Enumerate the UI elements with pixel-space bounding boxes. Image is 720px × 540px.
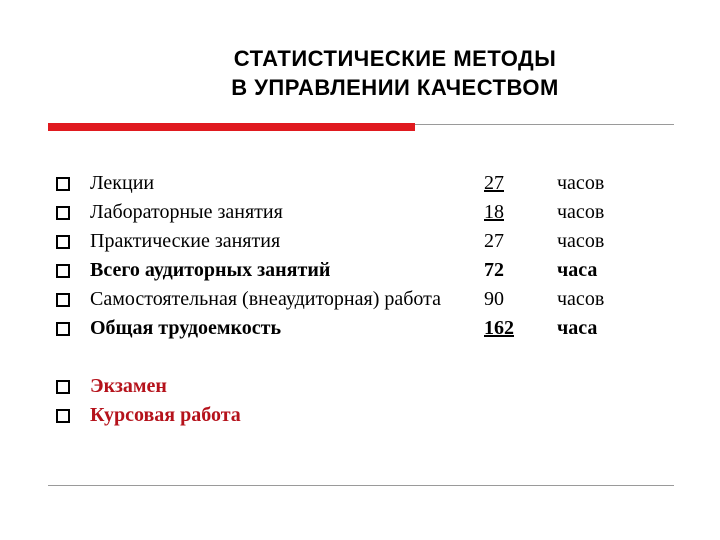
title-line-2: В УПРАВЛЕНИИ КАЧЕСТВОМ bbox=[231, 75, 559, 100]
square-bullet-icon bbox=[56, 264, 70, 278]
list-item-coursework bbox=[0, 401, 720, 430]
item-hours: 162 bbox=[484, 317, 514, 339]
item-label: Курсовая работа bbox=[90, 404, 241, 426]
square-bullet-icon bbox=[56, 235, 70, 249]
item-unit: часов bbox=[557, 201, 605, 223]
item-hours: 90 bbox=[484, 288, 504, 310]
list-item-total-workload bbox=[0, 314, 720, 343]
item-unit: часа bbox=[557, 317, 598, 339]
item-unit: часов bbox=[557, 172, 605, 194]
item-hours: 27 bbox=[484, 172, 504, 194]
accent-bar bbox=[48, 123, 415, 131]
list-item-lectures bbox=[0, 169, 720, 198]
item-label: Общая трудоемкость bbox=[90, 317, 282, 339]
list-item-practice bbox=[0, 227, 720, 256]
item-label: Лабораторные занятия bbox=[90, 201, 283, 223]
list-item-total-classroom bbox=[0, 256, 720, 285]
item-label: Лекции bbox=[90, 172, 155, 194]
square-bullet-icon bbox=[56, 177, 70, 191]
list-item-exam bbox=[0, 372, 720, 401]
item-label: Практические занятия bbox=[90, 230, 281, 252]
list-item-labs bbox=[0, 198, 720, 227]
square-bullet-icon bbox=[56, 322, 70, 336]
page-title bbox=[0, 44, 720, 102]
item-hours: 72 bbox=[484, 259, 504, 281]
square-bullet-icon bbox=[56, 206, 70, 220]
square-bullet-icon bbox=[56, 380, 70, 394]
item-label: Экзамен bbox=[90, 375, 167, 397]
item-unit: часов bbox=[557, 288, 605, 310]
item-unit: часа bbox=[557, 259, 598, 281]
title-line-1: СТАТИСТИЧЕСКИЕ МЕТОДЫ bbox=[233, 46, 557, 71]
item-label: Самостоятельная (внеаудиторная) работа bbox=[90, 288, 442, 310]
item-unit: часов bbox=[557, 230, 605, 252]
item-label: Всего аудиторных занятий bbox=[90, 259, 331, 281]
footer-divider bbox=[48, 485, 674, 486]
item-hours: 27 bbox=[484, 230, 504, 252]
item-hours: 18 bbox=[484, 201, 504, 223]
square-bullet-icon bbox=[56, 409, 70, 423]
list-item-self-study bbox=[0, 285, 720, 314]
square-bullet-icon bbox=[56, 293, 70, 307]
